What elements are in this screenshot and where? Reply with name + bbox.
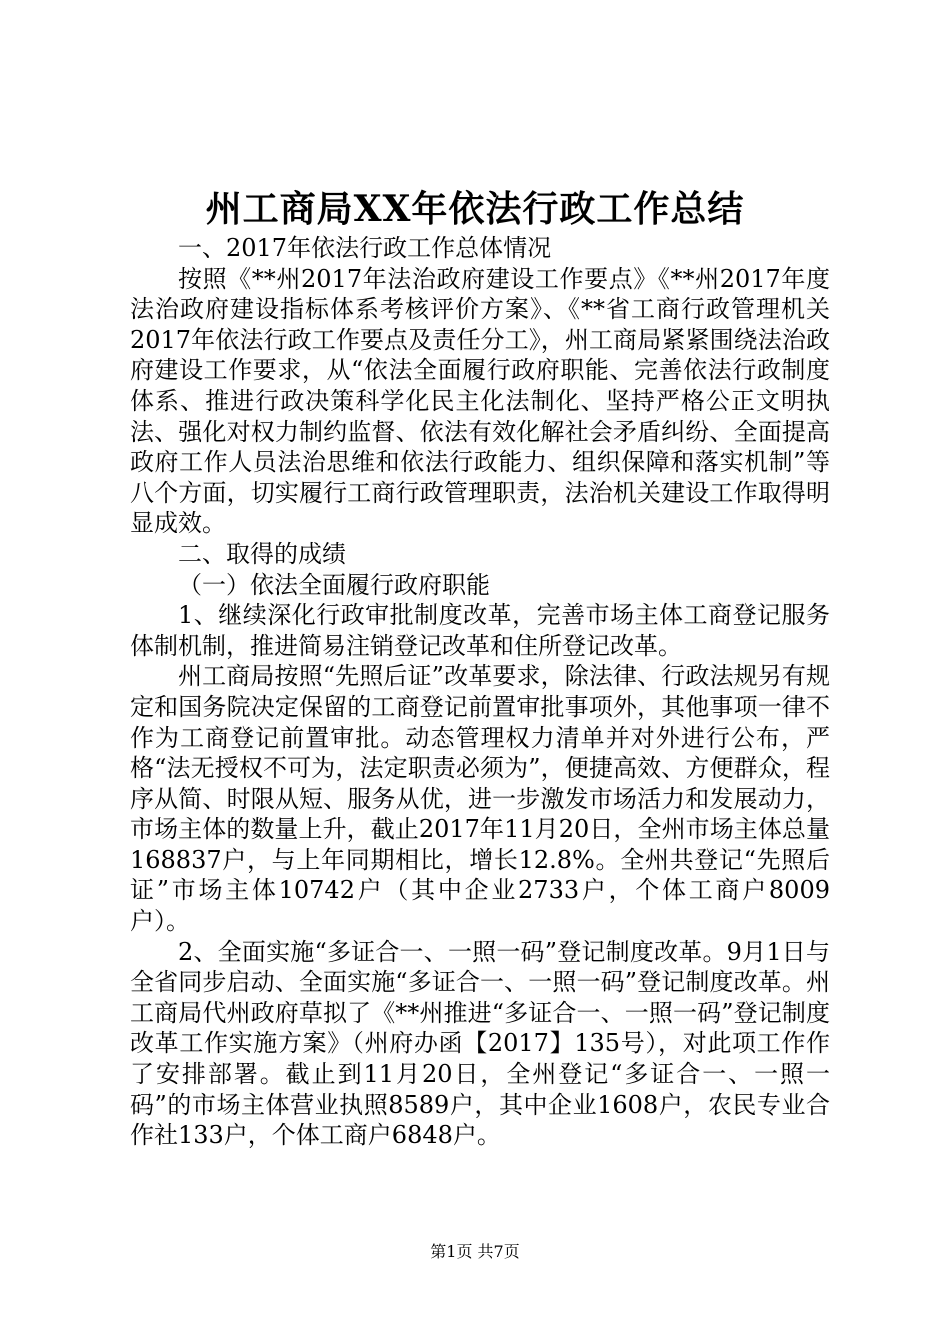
paragraph-item-1-detail: 州工商局按照“先照后证”改革要求，除法律、行政法规另有规定和国务院决定保留的工商登记前置审批事项外，其他事项一律不作为工商登记前置审批。动态管理权力清单并对外进行公布，严格“法无授权不可为，法定职责必须为”，便捷高效、方便群众，程序从简、时限从短、服务从优，进一步激发市场活力和发展动力，市场主体的数量上升，截止2017年11月20日，全州市场主体总量168837户，与上年同期相比，增长12.8%。全州共登记“先照后证”市场主体10742户（其中企业2733户，个体工商户8009户）。 [130,662,830,936]
paragraph-overview: 按照《**州2017年法治政府建设工作要点》《**州2017年度法治政府建设指标体系考核评价方案》、《**省工商行政管理机关2017年依法行政工作要点及责任分工》，州工商局紧紧围绕法治政府建设工作要求，从“依法全面履行政府职能、完善依法行政制度体系、推进行政决策科学化民主化法制化、坚持严格公正文明执法、强化对权力制约监督、依法有效化解社会矛盾纠纷、全面提高政府工作人员法治思维和依法行政能力、组织保障和落实机制”等八个方面，切实履行工商行政管理职责，法治机关建设工作取得明显成效。 [130,264,830,538]
section-heading-achievements: 二、取得的成绩 [178,539,346,568]
document-title: 州工商局XX年依法行政工作总结 [205,188,745,230]
subsection-heading-government-functions: （一）依法全面履行政府职能 [178,570,490,599]
section-heading-overview: 一、2017年依法行政工作总体情况 [178,234,552,262]
page-footer: 第1页 共7页 [430,1242,520,1261]
document-body [130,233,830,1151]
paragraph-item-2: 2、全面实施“多证合一、一照一码”登记制度改革。9月1日与全省同步启动、全面实施“多证合一、一照一码”登记制度改革。州工商局代州政府草拟了《**州推进“多证合一、一照一码”登记制度改革工作实施方案》（州府办函【2017】135号），对此项工作作了安排部署。截止到11月20日，全州登记“多证合一、一照一码”的市场主体营业执照8589户，其中企业1608户，农民专业合作社133户，个体工商户6848户。 [130,937,830,1150]
paragraph-item-1: 1、继续深化行政审批制度改革，完善市场主体工商登记服务体制机制，推进简易注销登记改革和住所登记改革。 [130,601,830,660]
